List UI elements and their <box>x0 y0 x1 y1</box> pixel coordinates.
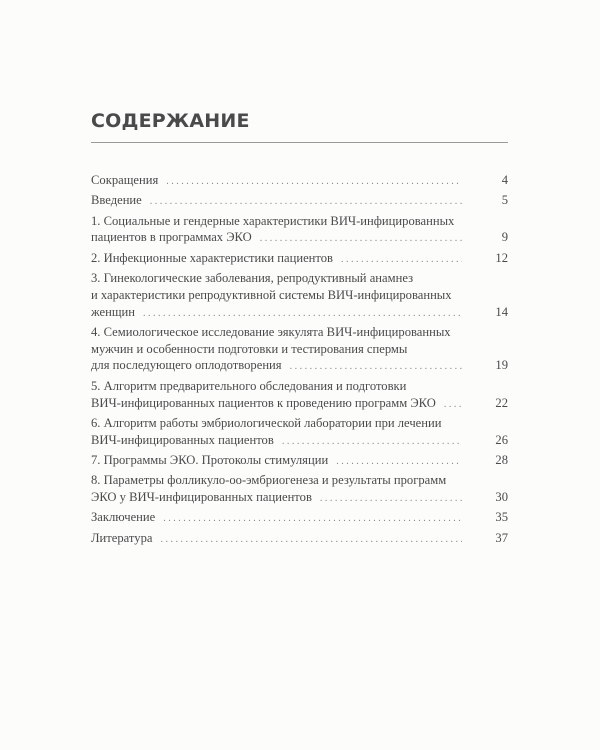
toc-entry-text: 2. Инфекционные характеристики пациентов <box>91 250 333 265</box>
toc-entry-text: 6. Алгоритм работы эмбриологической лаборатории при лечении <box>91 415 442 430</box>
toc-entry[interactable] <box>91 324 508 374</box>
toc-entry-text: Сокращения <box>91 173 159 187</box>
toc-entry-text: ВИЧ-инфицированных пациентов к проведению программ ЭКО <box>91 395 436 410</box>
toc-entry-text: ЭКО у ВИЧ-инфицированных пациентов <box>91 490 312 505</box>
toc-entry[interactable] <box>91 213 508 247</box>
toc-entry-text: мужчин и особенности подготовки и тестирования спермы <box>91 341 408 356</box>
dot-leader <box>163 511 462 528</box>
dot-leader <box>320 491 462 508</box>
toc-entry-line <box>91 509 508 526</box>
title-divider <box>91 142 508 143</box>
toc-entry-line <box>91 229 508 246</box>
toc-entry-text: 4. Семиологическое исследование эякулята ВИЧ-инфицированных <box>91 324 451 339</box>
toc-entry[interactable] <box>91 509 508 526</box>
dot-leader <box>160 532 462 549</box>
toc-entry-line <box>91 270 508 287</box>
toc-entry-text: Литература <box>91 530 153 545</box>
dot-leader <box>341 252 462 269</box>
toc-page-number: 22 <box>495 395 508 410</box>
toc-page-number: 37 <box>495 530 508 545</box>
toc-entry[interactable] <box>91 378 508 412</box>
toc-entry-line <box>91 324 508 341</box>
toc-page-number: 5 <box>501 193 508 208</box>
dot-leader <box>150 194 462 211</box>
toc-entry-line <box>91 395 508 412</box>
toc-entry-line <box>91 472 508 489</box>
dot-leader <box>290 359 462 376</box>
toc-entry-line <box>91 357 508 374</box>
toc-page-number: 14 <box>495 304 508 319</box>
toc-entry-text: женщин <box>91 304 136 319</box>
toc-entry-text: 3. Гинекологические заболевания, репродуктивный анамнез <box>91 270 414 285</box>
toc-entry-text: для последующего оплодотворения <box>91 358 282 373</box>
dot-leader <box>282 434 462 451</box>
toc-entry-line <box>91 341 508 358</box>
dot-leader <box>260 231 462 248</box>
toc-page-number: 26 <box>495 432 508 447</box>
toc-page-number: 4 <box>501 173 508 187</box>
toc-entry-text: пациентов в программах ЭКО <box>91 230 252 245</box>
toc-entry-line <box>91 415 508 432</box>
toc-entry[interactable] <box>91 452 508 469</box>
toc-page-number: 12 <box>495 250 508 265</box>
toc-page-number: 9 <box>501 230 508 245</box>
dot-leader <box>336 454 462 471</box>
toc-entry[interactable] <box>91 530 508 547</box>
toc-entry-line <box>91 530 508 547</box>
dot-leader <box>444 397 462 414</box>
toc-entry-text: и характеристики репродуктивной системы ВИЧ-инфицированных <box>91 287 452 302</box>
toc-page-number: 19 <box>495 358 508 373</box>
toc-page-number: 30 <box>495 490 508 505</box>
toc-entry[interactable] <box>91 250 508 267</box>
toc-entry-line <box>91 213 508 230</box>
toc-entry-line <box>91 250 508 267</box>
toc-page-number: 28 <box>495 452 508 467</box>
toc-entry-line <box>91 432 508 449</box>
toc-entry-line <box>91 452 508 469</box>
toc-entry-line <box>91 287 508 304</box>
toc-entry-text: 5. Алгоритм предварительного обследования и подготовки <box>91 378 407 393</box>
toc-entry-line <box>91 378 508 395</box>
toc-entry-text: 8. Параметры фолликуло-оо-эмбриогенеза и результаты программ <box>91 473 447 488</box>
toc-entry[interactable] <box>91 192 508 209</box>
toc-entry-text: Введение <box>91 193 142 208</box>
toc-entry-text: Заключение <box>91 510 156 525</box>
toc-page-number: 35 <box>495 510 508 525</box>
toc-entry[interactable] <box>91 172 508 189</box>
toc-entry[interactable] <box>91 270 508 320</box>
toc-entry-text: 1. Социальные и гендерные характеристики ВИЧ-инфицированных <box>91 213 455 228</box>
toc-entry-text: 7. Программы ЭКО. Протоколы стимуляции <box>91 452 329 467</box>
dot-leader <box>166 174 462 191</box>
toc-entry[interactable] <box>91 472 508 506</box>
toc-entry-text: ВИЧ-инфицированных пациентов <box>91 432 274 447</box>
toc-entry-line <box>91 172 508 189</box>
dot-leader <box>143 306 462 323</box>
table-of-contents <box>91 172 508 550</box>
toc-entry-line <box>91 489 508 506</box>
page-title: СОДЕРЖАНИЕ <box>91 110 250 132</box>
toc-entry-line <box>91 304 508 321</box>
toc-entry[interactable] <box>91 415 508 449</box>
toc-entry-line <box>91 192 508 209</box>
